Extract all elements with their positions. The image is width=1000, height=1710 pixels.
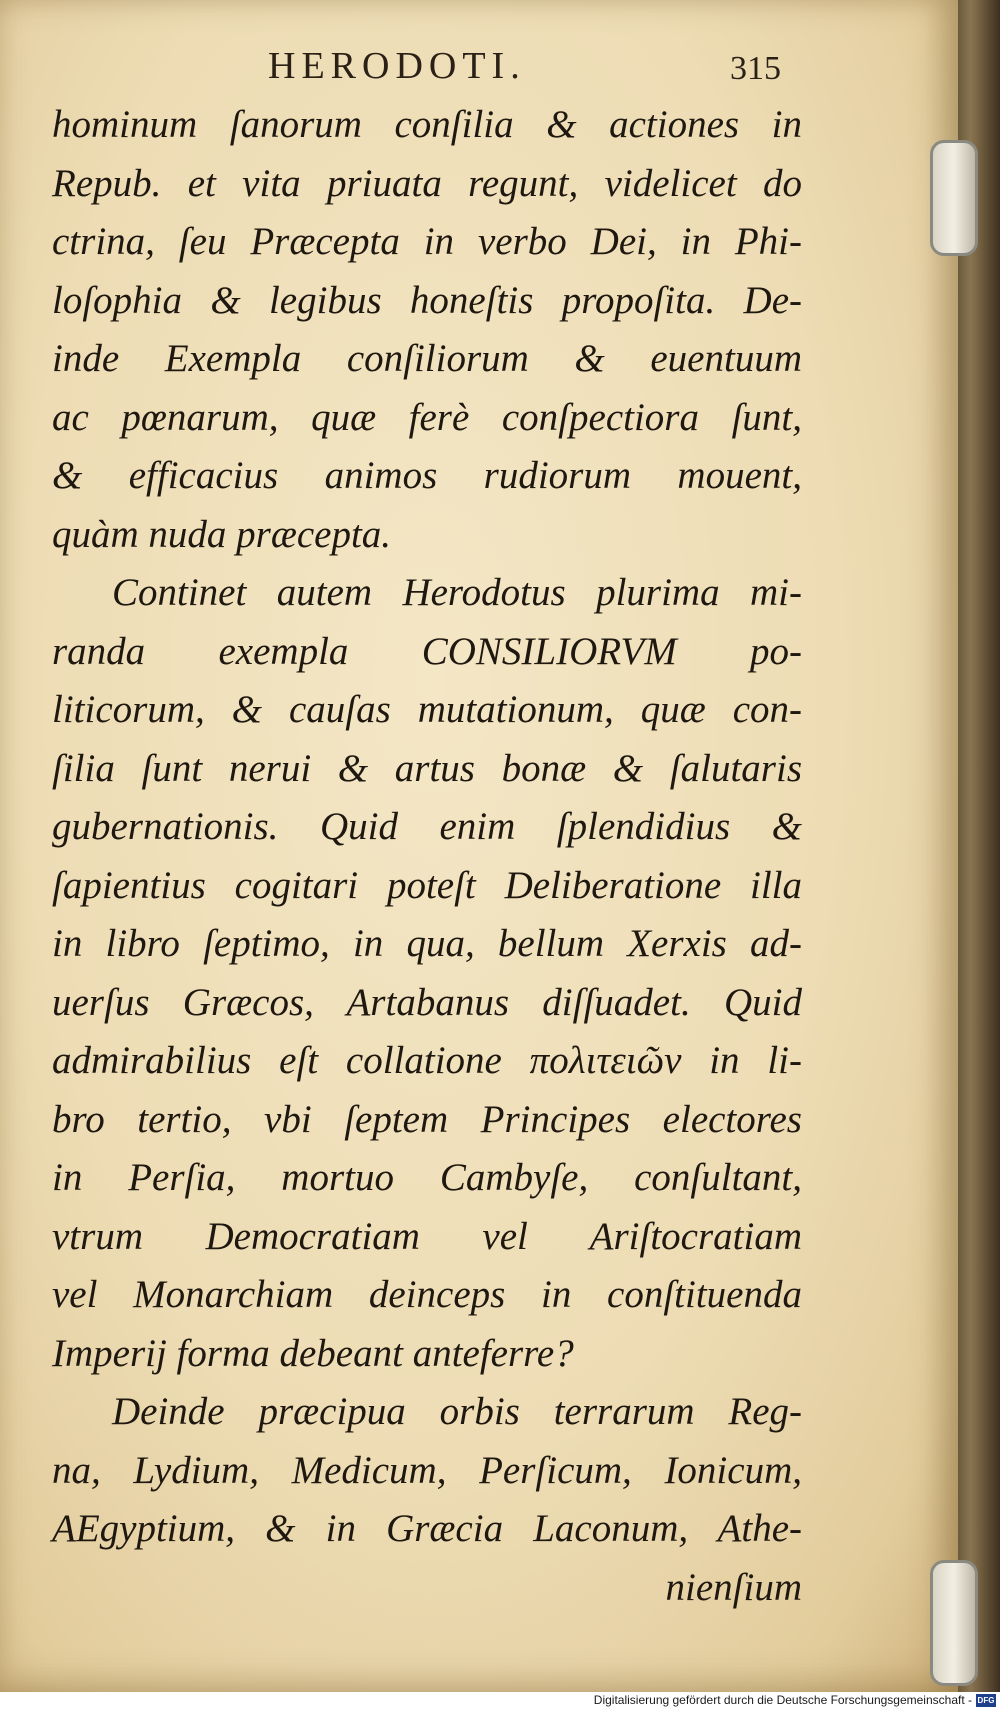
- clasp-top-icon: [930, 140, 978, 256]
- text-line: vel Monarchiam deinceps in conſtituenda: [52, 1273, 802, 1316]
- text-line: ſilia ſunt nerui & artus bonæ & ſalutaris: [52, 746, 802, 790]
- text-line: Deinde præcipua orbis terrarum Reg-: [112, 1390, 802, 1433]
- text-line: liticorum, & cauſas mutationum, quæ con-: [52, 688, 802, 731]
- text-line: na, Lydium, Medicum, Perſicum, Ionicum,: [52, 1448, 802, 1492]
- page-number: 315: [730, 50, 781, 87]
- text-line: in libro ſeptimo, in qua, bellum Xerxis ad-: [52, 922, 802, 965]
- text-line: uerſus Græcos, Artabanus diſſuadet. Quid: [52, 980, 802, 1024]
- text-line: Repub. et vita priuata regunt, videlicet do: [52, 161, 802, 205]
- text-line: Continet autem Herodotus plurima mi-: [112, 571, 802, 614]
- text-line: gubernationis. Quid enim ſplendidius &: [52, 805, 802, 848]
- catchword: nienſium: [665, 1565, 802, 1609]
- text-line: ſapientius cogitari poteſt Deliberatione illa: [52, 863, 802, 907]
- text-line: randa exempla CONSILIORVM po-: [52, 629, 802, 673]
- footer-credit: Digitalisierung gefördert durch die Deutsche Forschungsgemeinschaft -: [593, 1693, 972, 1707]
- text-line: & efficacius animos rudiorum mouent,: [52, 454, 802, 497]
- text-line: inde Exempla conſiliorum & euentuum: [52, 337, 802, 380]
- text-line: ac pœnarum, quæ ferè conſpectiora ſunt,: [52, 395, 802, 439]
- dfg-logo-icon: DFG: [977, 1696, 995, 1705]
- text-line: bro tertio, vbi ſeptem Principes electores: [52, 1097, 802, 1141]
- digitization-footer: [0, 1692, 1000, 1710]
- clasp-bottom-icon: [930, 1560, 978, 1686]
- running-head-title: HERODOTI.: [268, 45, 526, 87]
- text-line: loſophia & legibus honeſtis propoſita. De-: [52, 278, 802, 322]
- text-line: hominum ſanorum conſilia & actiones in: [52, 103, 802, 146]
- text-line: Imperij forma debeant anteferre?: [52, 1331, 574, 1375]
- text-line: quàm nuda præcepta.: [52, 512, 392, 556]
- text-line: AEgyptium, & in Græcia Laconum, Athe-: [52, 1507, 802, 1550]
- text-line: in Perſia, mortuo Cambyſe, conſultant,: [52, 1156, 802, 1199]
- running-head: [0, 44, 958, 94]
- text-line: ctrina, ſeu Præcepta in verbo Dei, in Phi-: [52, 220, 802, 263]
- text-line: admirabilius eſt collatione πολιτειῶν in li-: [52, 1039, 802, 1082]
- text-line: vtrum Democratiam vel Ariſtocratiam: [52, 1214, 802, 1258]
- body-text: [52, 96, 802, 1617]
